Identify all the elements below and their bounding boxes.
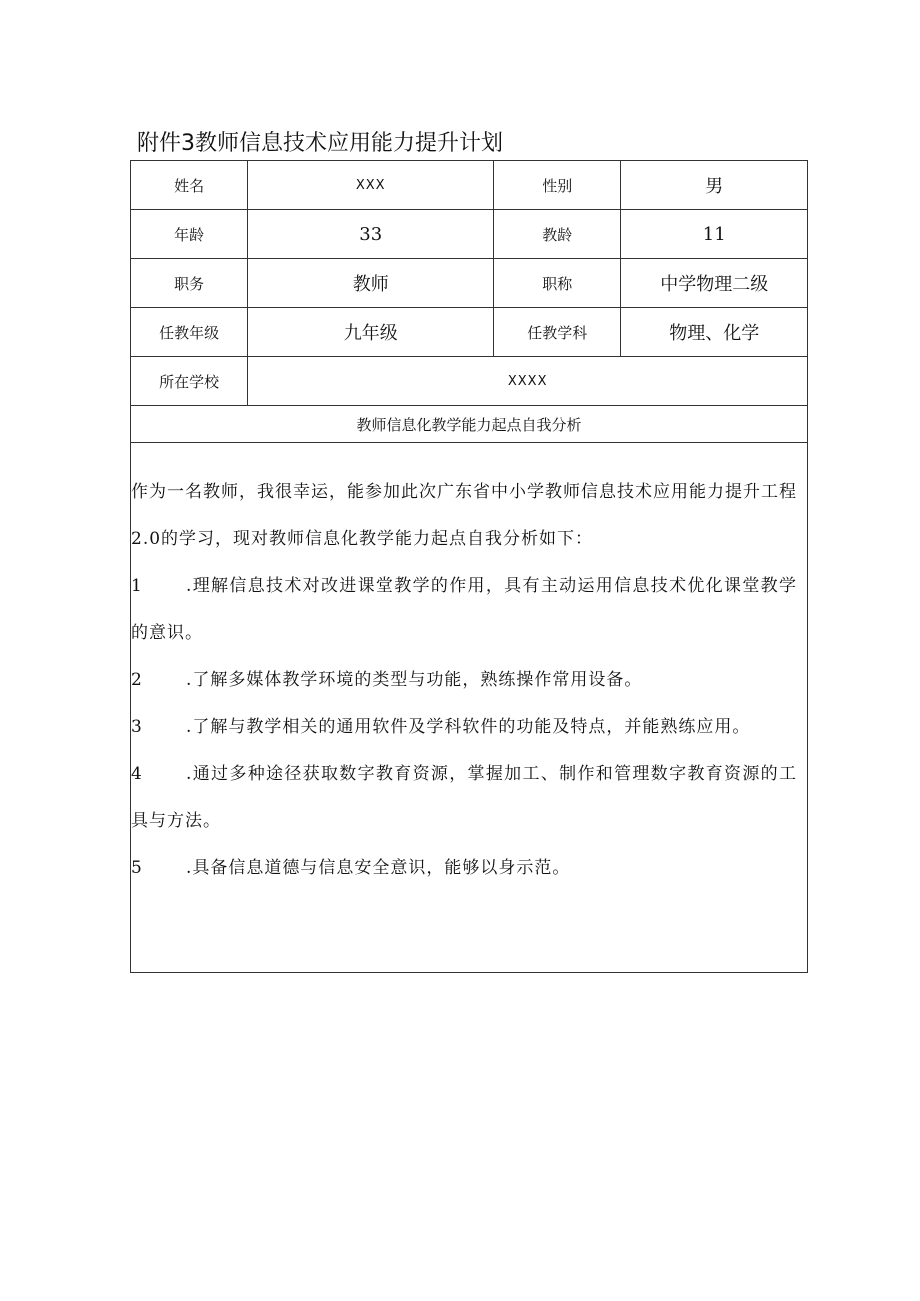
table-row bbox=[131, 308, 808, 357]
grade-value: 九年级 bbox=[248, 308, 494, 357]
list-item bbox=[131, 657, 797, 704]
name-value: XXX bbox=[248, 161, 494, 210]
item-number: 5 bbox=[131, 858, 143, 878]
name-label: 姓名 bbox=[131, 161, 248, 210]
professional-title-label: 职称 bbox=[494, 259, 621, 308]
item-number: 3 bbox=[131, 717, 143, 737]
list-item bbox=[131, 751, 797, 845]
page-title: 附件3教师信息技术应用能力提升计划 bbox=[137, 131, 503, 156]
analysis-heading: 教师信息化教学能力起点自我分析 bbox=[131, 406, 808, 443]
subject-value: 物理、化学 bbox=[621, 308, 808, 357]
gender-value: 男 bbox=[621, 161, 808, 210]
item-text: .了解与教学相关的通用软件及学科软件的功能及特点，并能熟练应用。 bbox=[186, 717, 751, 737]
age-label: 年龄 bbox=[131, 210, 248, 259]
age-value: 33 bbox=[248, 210, 494, 259]
item-text: .理解信息技术对改进课堂教学的作用，具有主动运用信息技术优化课堂教学的意识。 bbox=[131, 576, 797, 643]
list-item bbox=[131, 845, 797, 892]
analysis-body bbox=[131, 443, 807, 892]
table-row bbox=[131, 357, 808, 406]
professional-title-value: 中学物理二级 bbox=[621, 259, 808, 308]
position-label: 职务 bbox=[131, 259, 248, 308]
item-number: 1 bbox=[131, 576, 143, 596]
item-text: .了解多媒体教学环境的类型与功能，熟练操作常用设备。 bbox=[186, 670, 643, 690]
teaching-years-label: 教龄 bbox=[494, 210, 621, 259]
item-text: .通过多种途径获取数字教育资源，掌握加工、制作和管理数字教育资源的工具与方法。 bbox=[131, 764, 797, 831]
teacher-info-table bbox=[130, 160, 808, 973]
item-number: 4 bbox=[131, 764, 143, 784]
table-row bbox=[131, 259, 808, 308]
table-row bbox=[131, 443, 808, 973]
teaching-years-value: 11 bbox=[621, 210, 808, 259]
position-value: 教师 bbox=[248, 259, 494, 308]
item-number: 2 bbox=[131, 670, 143, 690]
school-value: XXXX bbox=[248, 357, 808, 406]
list-item bbox=[131, 704, 797, 751]
grade-label: 任教年级 bbox=[131, 308, 248, 357]
table-row bbox=[131, 210, 808, 259]
gender-label: 性别 bbox=[494, 161, 621, 210]
table-row bbox=[131, 161, 808, 210]
list-item bbox=[131, 563, 797, 657]
item-text: .具备信息道德与信息安全意识，能够以身示范。 bbox=[186, 858, 571, 878]
table-row bbox=[131, 406, 808, 443]
subject-label: 任教学科 bbox=[494, 308, 621, 357]
analysis-intro: 作为一名教师，我很幸运，能参加此次广东省中小学教师信息技术应用能力提升工程2.0的学习，现对教师信息化教学能力起点自我分析如下： bbox=[131, 482, 797, 549]
analysis-cell bbox=[131, 443, 808, 973]
school-label: 所在学校 bbox=[131, 357, 248, 406]
